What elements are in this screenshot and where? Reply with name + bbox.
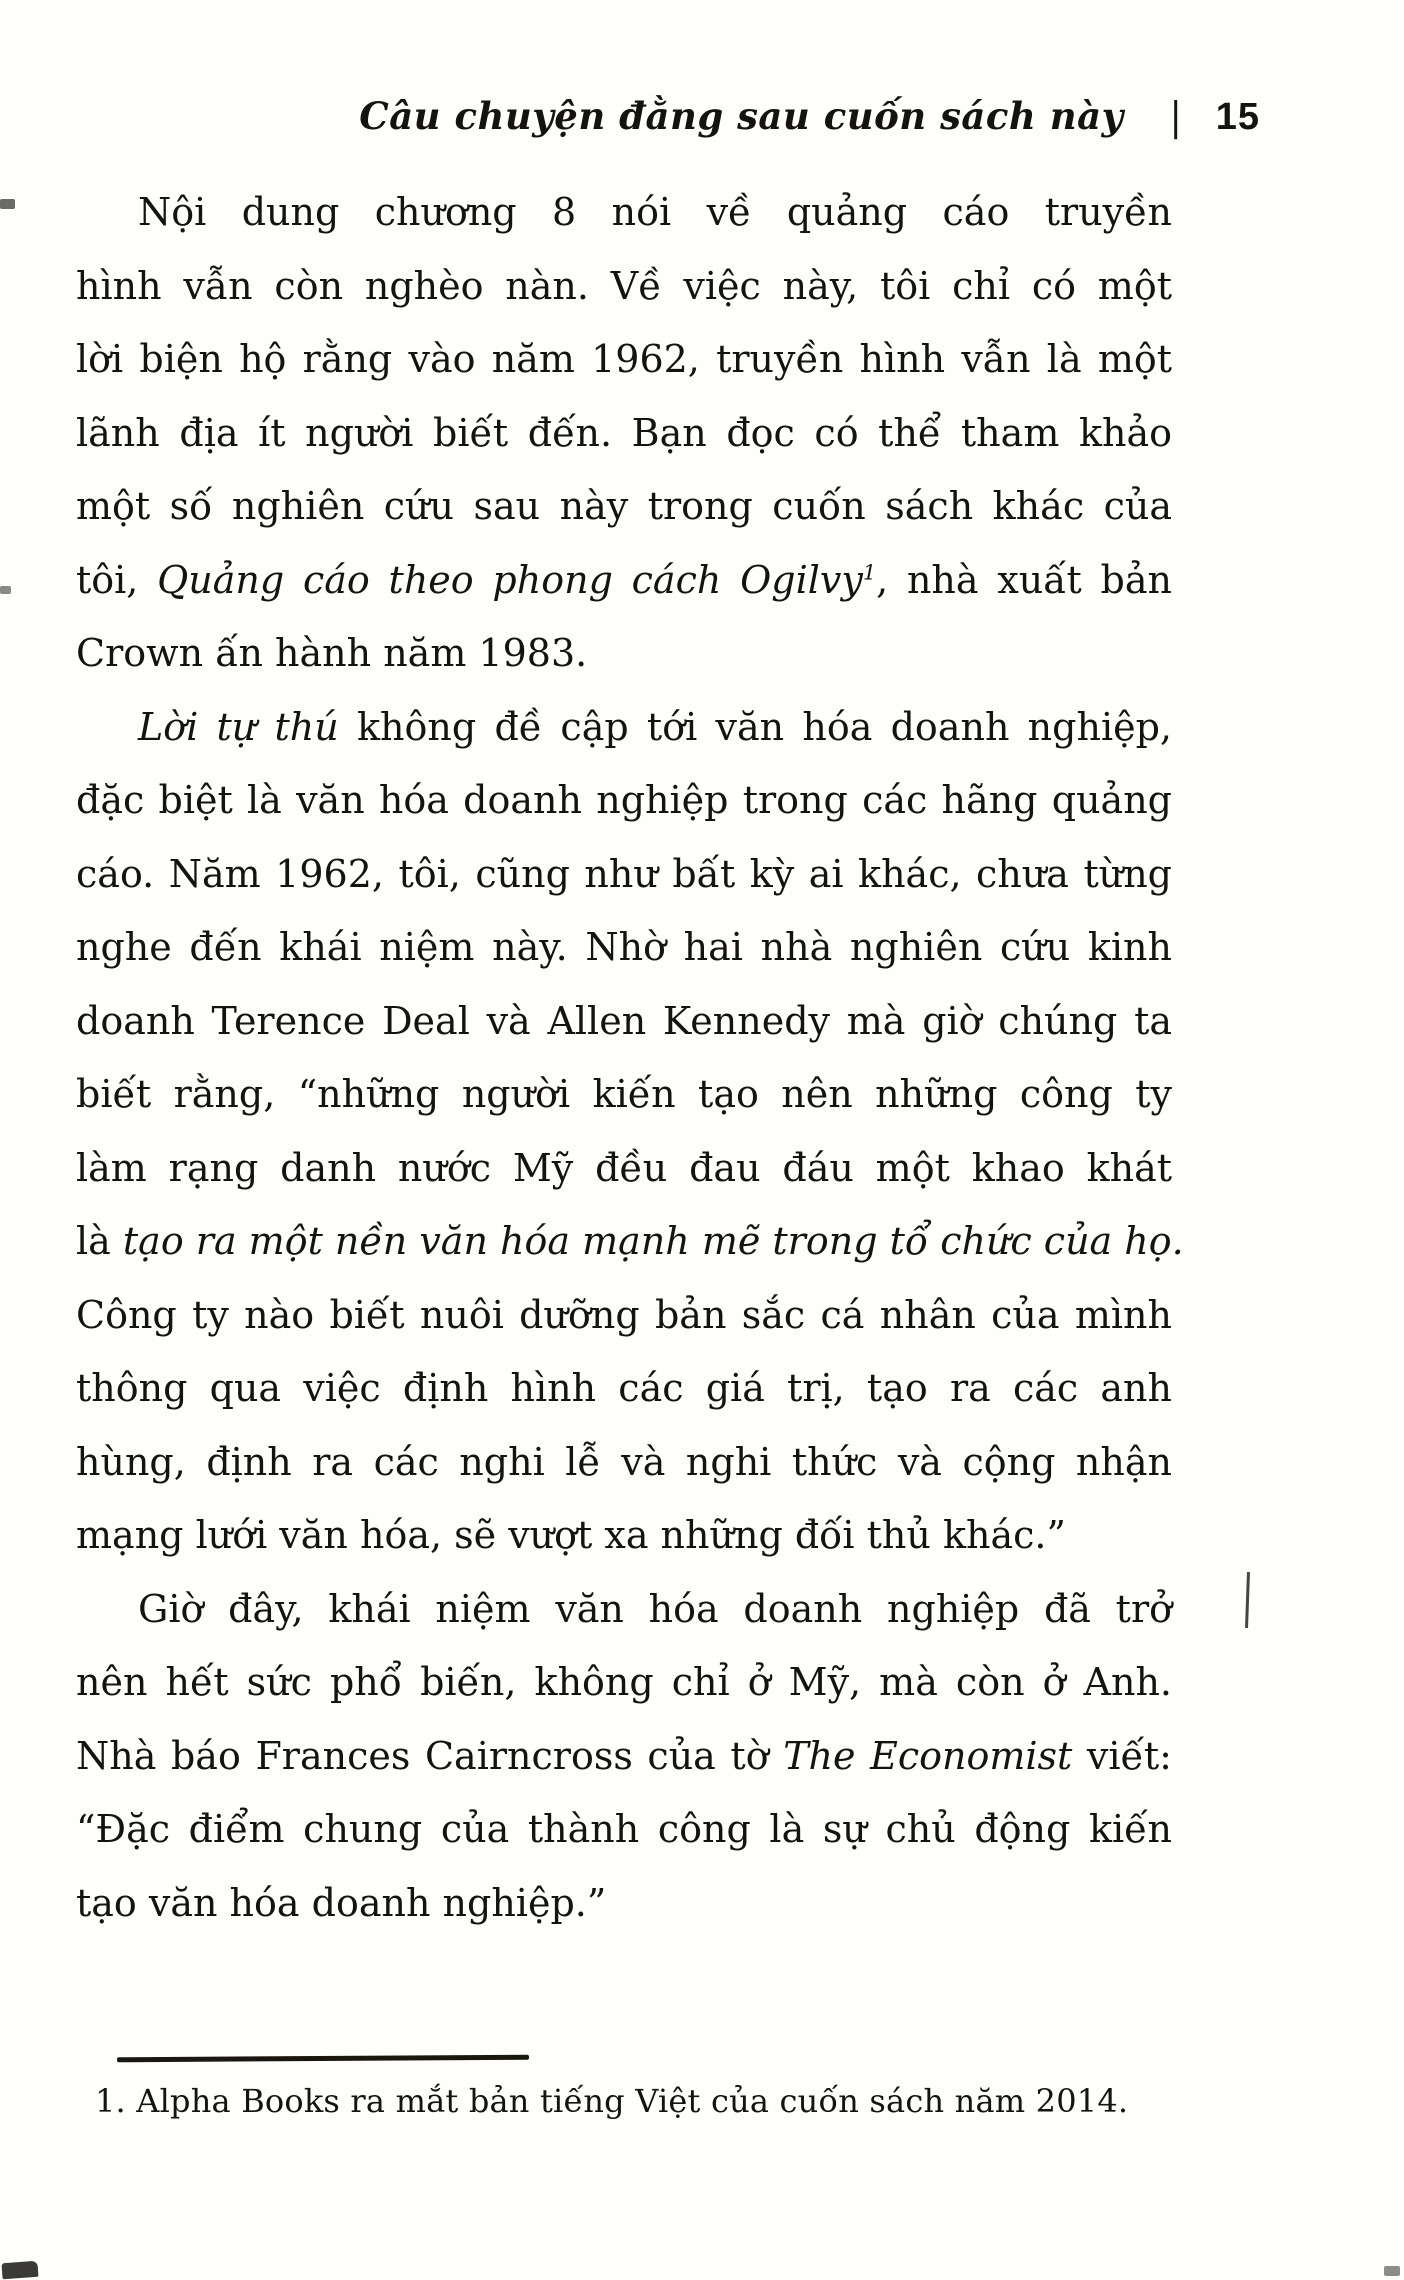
text-line (76, 323, 1172, 397)
text-segment: thông qua việc định hình các giá trị, tạo ra các anh (76, 1366, 1172, 1410)
text-line (76, 1867, 1172, 1941)
text-segment: một số nghiên cứu sau này trong cuốn sách khác của (76, 484, 1172, 528)
text-line (76, 1426, 1172, 1500)
header-separator: | (1169, 94, 1182, 141)
text-segment: tạo văn hóa doanh nghiệp.” (76, 1880, 607, 1925)
text-line (76, 250, 1172, 324)
text-line (76, 911, 1172, 985)
text-segment: không đề cập tới văn hóa doanh nghiệp, (338, 704, 1172, 749)
text-segment: Crown ấn hành năm 1983. (76, 631, 588, 675)
running-header (0, 94, 1260, 139)
text-line (76, 764, 1172, 838)
text-segment: viết: (1072, 1733, 1172, 1778)
text-line (76, 176, 1172, 250)
body-text (76, 176, 1184, 1940)
scan-artifact (1, 2261, 38, 2279)
text-line (76, 544, 1172, 618)
scan-artifact (0, 586, 11, 594)
text-line (76, 1205, 1184, 1279)
text-segment: tạo ra một nền văn hóa mạnh mẽ trong tổ chức của họ. (122, 1219, 1184, 1263)
text-segment: hình vẫn còn nghèo nàn. Về việc này, tôi chỉ có một (76, 263, 1172, 308)
text-line (76, 1720, 1172, 1794)
scan-artifact (1384, 2266, 1400, 2276)
text-line (76, 691, 1172, 765)
text-line (76, 1499, 1172, 1573)
text-segment: lãnh địa ít người biết đến. Bạn đọc có thể tham khảo (76, 410, 1172, 455)
text-line (76, 397, 1172, 471)
text-segment: doanh Terence Deal và Allen Kennedy mà giờ chúng ta (76, 998, 1172, 1043)
text-line (76, 1352, 1172, 1426)
running-header-title: Câu chuyện đằng sau cuốn sách này (359, 94, 1124, 138)
text-line (76, 1573, 1172, 1647)
text-segment: , nhà xuất bản (876, 557, 1172, 602)
scan-artifact (1245, 1572, 1250, 1628)
text-segment: “Đặc điểm chung của thành công là sự chủ động kiến (76, 1807, 1172, 1851)
text-line (76, 470, 1172, 544)
text-line (76, 1279, 1172, 1353)
text-segment: đặc biệt là văn hóa doanh nghiệp trong các hãng quảng (76, 778, 1172, 822)
text-segment: cáo. Năm 1962, tôi, cũng như bất kỳ ai khác, chưa từng (76, 851, 1172, 896)
text-segment: tôi, (76, 557, 158, 602)
text-segment: The Economist (783, 1733, 1073, 1778)
text-segment: Nhà báo Frances Cairncross của tờ (76, 1733, 784, 1778)
text-segment: nghe đến khái niệm này. Nhờ hai nhà nghiên cứu kinh (76, 925, 1172, 969)
text-line (76, 617, 1172, 691)
footnote: 1. Alpha Books ra mắt bản tiếng Việt của cuốn sách năm 2014. (95, 2082, 1129, 2120)
page-number: 15 (1215, 96, 1260, 138)
text-segment: Quảng cáo theo phong cách Ogilvy (157, 557, 863, 602)
scan-artifact (0, 199, 15, 209)
text-line (76, 1132, 1172, 1206)
text-segment: Giờ đây, khái niệm văn hóa doanh nghiệp đã trở (138, 1586, 1172, 1631)
text-segment: biết rằng, “những người kiến tạo nên những công ty (76, 1072, 1172, 1116)
text-segment: Nội dung chương 8 nói về quảng cáo truyền (138, 190, 1172, 234)
text-line (76, 1058, 1172, 1132)
footnote-reference: 1 (862, 559, 877, 584)
text-segment: Lời tự thú (138, 704, 339, 749)
footnote-divider (117, 2055, 529, 2063)
text-line (76, 838, 1172, 912)
text-segment: Công ty nào biết nuôi dưỡng bản sắc cá nhân của mình (76, 1292, 1172, 1337)
text-line (76, 1646, 1172, 1720)
text-segment: làm rạng danh nước Mỹ đều đau đáu một khao khát (76, 1145, 1172, 1190)
text-segment: hùng, định ra các nghi lễ và nghi thức và cộng nhận (76, 1439, 1172, 1484)
text-segment: lời biện hộ rằng vào năm 1962, truyền hình vẫn là một (76, 337, 1172, 381)
text-segment: mạng lưới văn hóa, sẽ vượt xa những đối thủ khác.” (76, 1513, 1066, 1557)
text-segment: nên hết sức phổ biến, không chỉ ở Mỹ, mà còn ở Anh. (76, 1660, 1172, 1704)
text-line (76, 1793, 1172, 1867)
text-segment: là (76, 1219, 123, 1263)
text-line (76, 985, 1172, 1059)
